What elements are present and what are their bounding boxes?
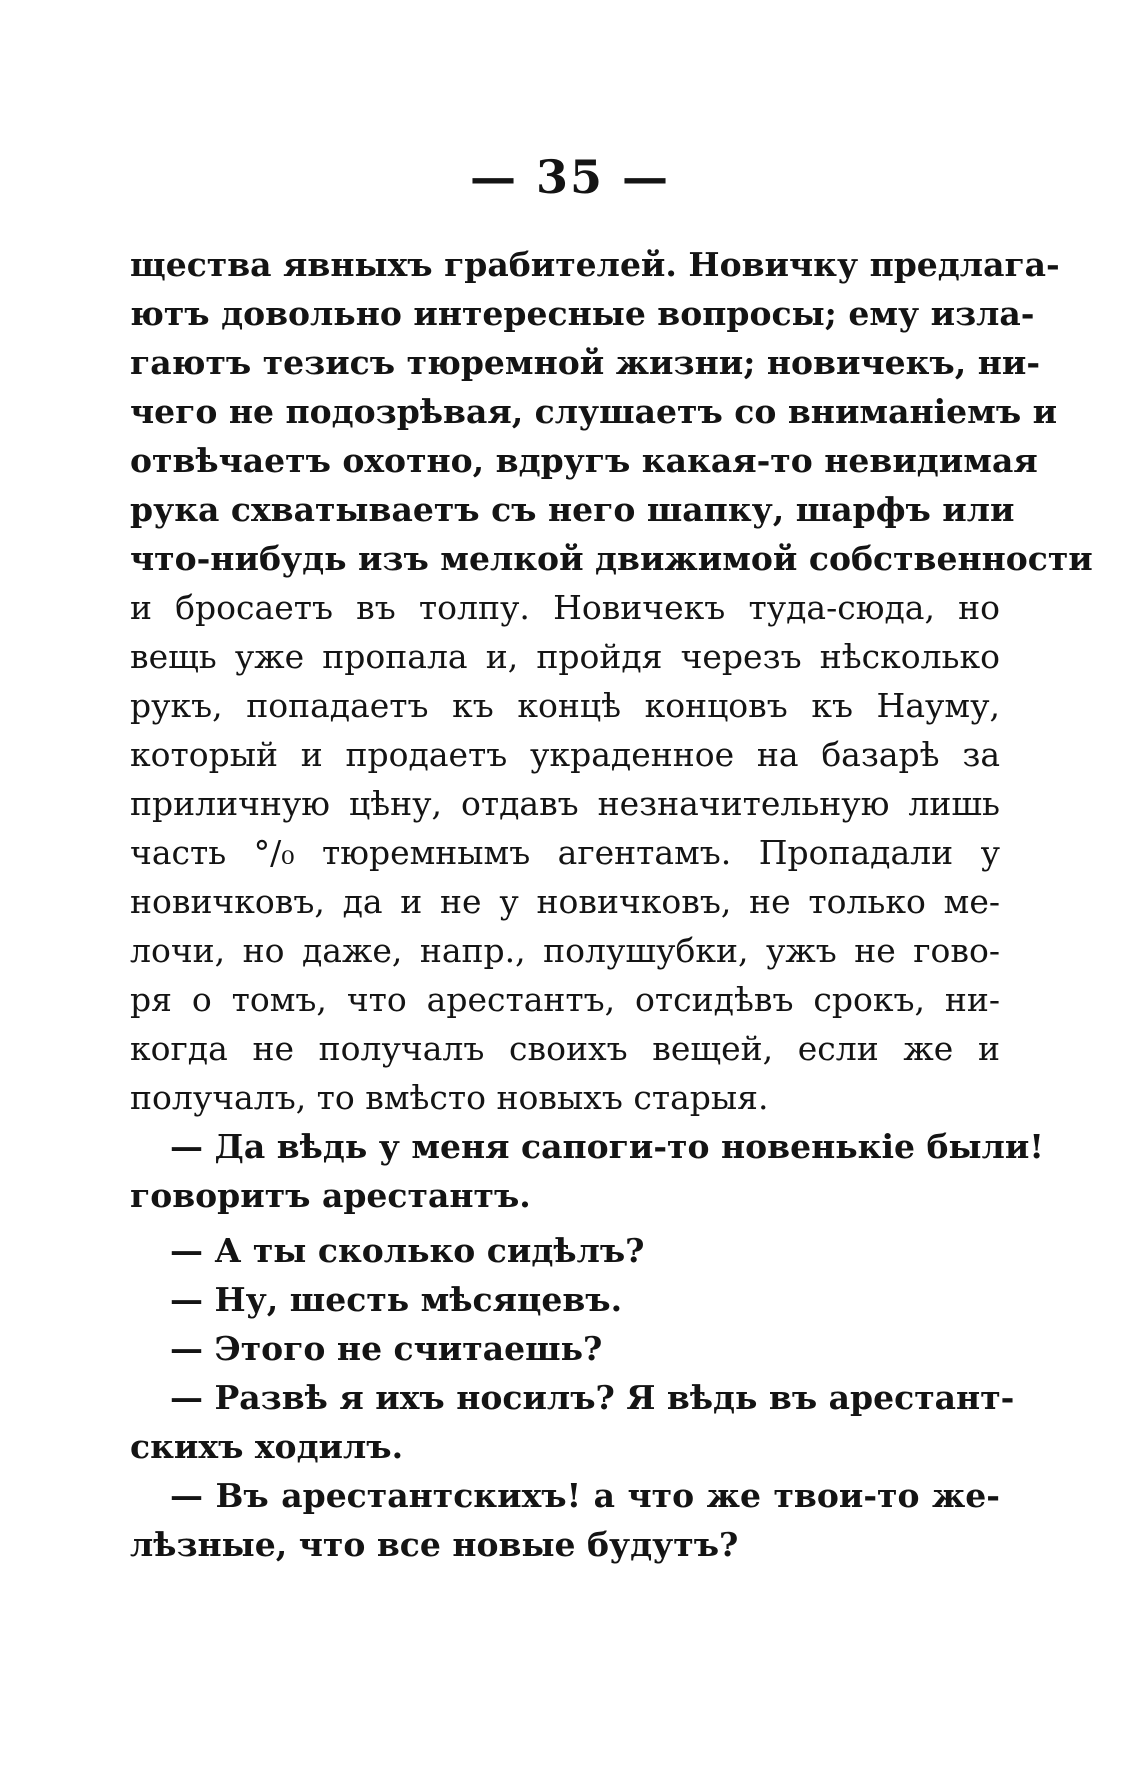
text-line: ютъ довольно интересные вопросы; ему изла- (130, 294, 1035, 333)
text-line: который и продаетъ украденное на базарѣ за (130, 735, 1000, 774)
dialogue-line: — А ты сколько сидѣлъ? (170, 1231, 645, 1270)
text-line: гаютъ тезисъ тюремной жизни; новичекъ, ни- (130, 343, 1041, 382)
text-line: получалъ, то вмѣсто новыхъ старыя. (130, 1078, 769, 1117)
text-line: чего не подозрѣвая, слушаетъ со вниманiемъ и (130, 392, 1058, 431)
page-number: — 35 — (469, 150, 671, 204)
text-line: лочи, но даже, напр., полушубки, ужъ не гово- (130, 931, 1000, 970)
dialogue-line: — Этого не считаешь? (170, 1329, 603, 1368)
text-line: и бросаетъ въ толпу. Новичекъ туда-сюда, но (130, 588, 1000, 627)
text-line: новичковъ, да и не у новичковъ, не только ме- (130, 882, 1000, 921)
text-line: рука схватываетъ съ него шапку, шарфъ или (130, 490, 1015, 529)
text-line: часть °/₀ тюремнымъ агентамъ. Пропадали у (130, 833, 1000, 872)
dialogue-line: — Развѣ я ихъ носилъ? Я вѣдь въ арестант- (170, 1378, 1015, 1417)
text-line: отвѣчаетъ охотно, вдругъ какая-то невидимая (130, 441, 1038, 480)
dialogue-line: — Ну, шесть мѣсяцевъ. (170, 1280, 623, 1319)
text-line: говоритъ арестантъ. (130, 1176, 531, 1215)
text-line: щества явныхъ грабителей. Новичку предлага- (130, 245, 1060, 284)
text-line: что-нибудь изъ мелкой движимой собственности (130, 539, 1093, 578)
dialogue-line: — Въ арестантскихъ! а что же твои-то же- (170, 1476, 1000, 1515)
text-line: ря о томъ, что арестантъ, отсидѣвъ срокъ, ни- (130, 980, 1000, 1019)
text-line: скихъ ходилъ. (130, 1427, 404, 1466)
text-line: приличную цѣну, отдавъ незначительную лишь (130, 784, 1000, 823)
text-line: когда не получалъ своихъ вещей, если же и (130, 1029, 1000, 1068)
dialogue-line: — Да вѣдь у меня сапоги-то новенькiе были! (170, 1127, 1044, 1166)
text-line: вещь уже пропала и, пройдя черезъ нѣсколько (130, 637, 1000, 676)
body-text (130, 240, 1093, 1569)
text-line: лѣзные, что все новые будутъ? (130, 1525, 739, 1564)
text-line: рукъ, попадаетъ къ концѣ концовъ къ Науму, (130, 686, 1000, 725)
